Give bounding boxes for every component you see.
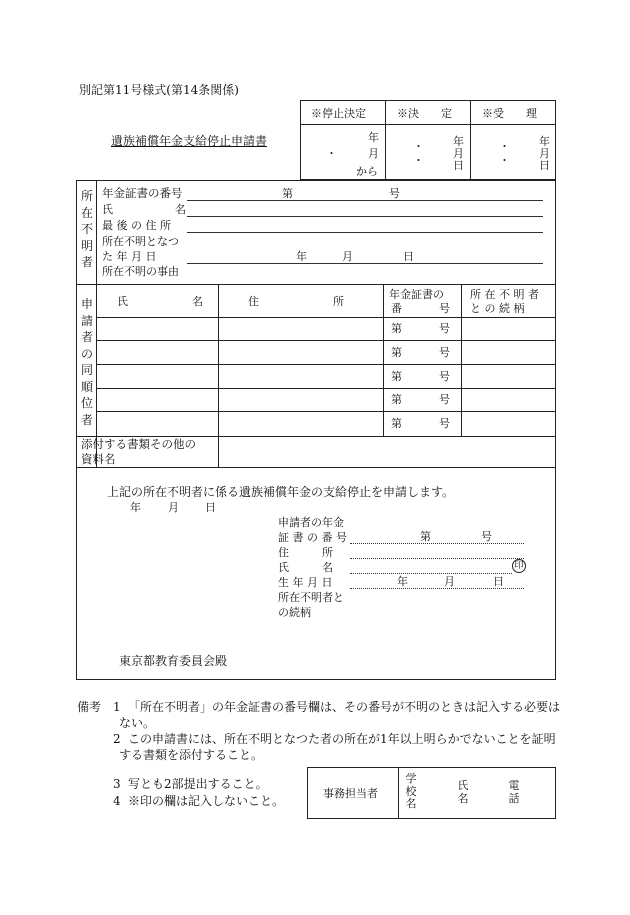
form-number: 別記第11号様式(第14条関係)	[79, 83, 239, 97]
applicant-row-3-go: 号	[439, 370, 450, 383]
staff-school-label: 学 校 名	[405, 772, 417, 810]
form-title: 遺族補償年金支給停止申請書	[111, 134, 268, 148]
missing-date-month: 月	[342, 250, 353, 263]
office-decision-day: 日	[453, 159, 464, 172]
missing-address-label: 最 後 の 住 所	[102, 219, 171, 232]
missing-pension-no-label: 年金証書の番号	[102, 186, 183, 200]
missing-reason-label: 所在不明の事由	[102, 265, 179, 278]
missing-pension-no-field[interactable]	[187, 200, 543, 201]
missing-date-label-1: 所在不明となつ	[102, 235, 179, 248]
missing-name-label-2: 名	[175, 203, 186, 216]
office-decision-month: 月	[453, 147, 464, 160]
declaration-day: 日	[205, 501, 216, 514]
col-relation-label-2: と の 続 柄	[470, 302, 525, 315]
applicant-row-1-dai: 第	[391, 322, 402, 335]
note-1-num: 1	[113, 700, 121, 714]
applicants-side-label: 申 請 者 の 同 順 位 者	[80, 297, 93, 427]
missing-date-year: 年	[296, 250, 307, 263]
missing-address-field[interactable]	[187, 232, 543, 233]
note-2-line2: する書類を添付すること。	[119, 748, 264, 762]
office-receipt-dot-2: ・	[499, 154, 510, 167]
col-address-label-2: 所	[333, 295, 344, 308]
office-stop-month: 月	[368, 147, 379, 160]
applicant-row-2-go: 号	[439, 346, 450, 359]
col-relation-label-1: 所 在 不 明 者	[470, 288, 539, 301]
declaration-year: 年	[130, 501, 141, 514]
attachments-label-1: 添付する書類その他の	[81, 437, 196, 451]
office-stop-decision-label: ※停止決定	[311, 107, 366, 120]
col-name-label-1: 氏	[117, 295, 128, 308]
missing-date-field[interactable]	[187, 263, 543, 264]
missing-pension-go: 号	[389, 187, 400, 200]
applicant-row-3-dai: 第	[391, 370, 402, 383]
office-receipt-month: 月	[539, 147, 550, 160]
staff-person-label: 氏 名	[457, 779, 469, 805]
note-3-num: 3	[113, 777, 121, 791]
missing-side-label: 所 在 不 明 者	[80, 189, 93, 269]
applicant-relation-label-2: の続柄	[278, 606, 311, 619]
applicant-name-label: 氏 名	[278, 561, 333, 574]
office-receipt-year: 年	[539, 135, 550, 148]
applicant-pension-field[interactable]	[350, 543, 524, 544]
note-4-num: 4	[113, 794, 121, 808]
addressee: 東京都教育委員会殿	[119, 654, 228, 668]
applicant-relation-label-1: 所在不明者と	[278, 591, 344, 604]
office-stop-dot: ・	[326, 147, 337, 160]
attachments-label-2: 資料名	[81, 452, 116, 466]
applicant-row-2-dai: 第	[391, 346, 402, 359]
applicant-row-4-go: 号	[439, 393, 450, 406]
applicant-pension-label-1: 申請者の年金	[278, 516, 344, 529]
applicant-pension-dai: 第	[420, 530, 431, 543]
applicant-row-1-go: 号	[439, 322, 450, 335]
applicant-pension-label-2: 証 書 の 番 号	[278, 531, 347, 544]
applicant-pension-go: 号	[481, 530, 492, 543]
office-decision-dot-1: ・	[413, 140, 424, 153]
office-stop-from: から	[356, 165, 378, 178]
office-receipt-dot-1: ・	[499, 140, 510, 153]
col-address-label-1: 住	[248, 295, 259, 308]
missing-name-label-1: 氏	[102, 203, 113, 216]
applicant-birth-label: 生 年 月 日	[278, 576, 333, 589]
note-2-num: 2	[113, 732, 121, 746]
office-decision-dot-2: ・	[413, 154, 424, 167]
applicant-birth-field[interactable]	[350, 588, 524, 589]
applicant-address-field[interactable]	[350, 558, 524, 559]
col-pension-label-2b: 号	[439, 302, 450, 315]
note-2-line1: この申請書には、所在不明となつた者の所在が1年以上明らかでないことを証明	[128, 732, 556, 746]
col-pension-label-1: 年金証書の	[389, 288, 444, 301]
col-pension-label-2a: 番	[391, 302, 402, 315]
applicant-birth-day: 日	[493, 575, 504, 588]
office-decision-label: ※決 定	[397, 107, 452, 120]
note-4-line1: ※印の欄は記入しないこと。	[128, 794, 285, 808]
note-1-line1: 「所在不明者」の年金証書の番号欄は、その番号が不明のときは記入する必要は	[128, 700, 561, 714]
applicant-row-4-dai: 第	[391, 393, 402, 406]
office-receipt-day: 日	[539, 159, 550, 172]
office-decision-year: 年	[453, 135, 464, 148]
office-stop-year: 年	[368, 131, 379, 144]
office-receipt-label: ※受 理	[482, 107, 537, 120]
staff-label: 事務担当者	[323, 787, 378, 800]
applicant-name-field[interactable]	[350, 573, 512, 574]
applicant-address-label: 住 所	[278, 546, 333, 559]
missing-name-field[interactable]	[187, 216, 543, 217]
staff-phone-label: 電 話	[508, 779, 520, 805]
missing-pension-dai: 第	[282, 187, 293, 200]
missing-date-day: 日	[403, 250, 414, 263]
note-3-line1: 写とも2部提出すること。	[128, 777, 268, 791]
declaration-text: 上記の所在不明者に係る遺族補償年金の支給停止を申請します。	[107, 485, 455, 499]
applicant-birth-month: 月	[444, 575, 455, 588]
applicant-row-5-go: 号	[439, 417, 450, 430]
applicant-birth-year: 年	[397, 575, 408, 588]
applicant-row-5-dai: 第	[391, 417, 402, 430]
missing-date-label-2: た 年 月 日	[102, 250, 157, 263]
notes-heading: 備考	[77, 700, 102, 714]
col-name-label-2: 名	[192, 295, 203, 308]
note-1-line2: ない。	[119, 716, 156, 730]
declaration-month: 月	[168, 501, 179, 514]
seal-mark: 印	[512, 559, 526, 573]
